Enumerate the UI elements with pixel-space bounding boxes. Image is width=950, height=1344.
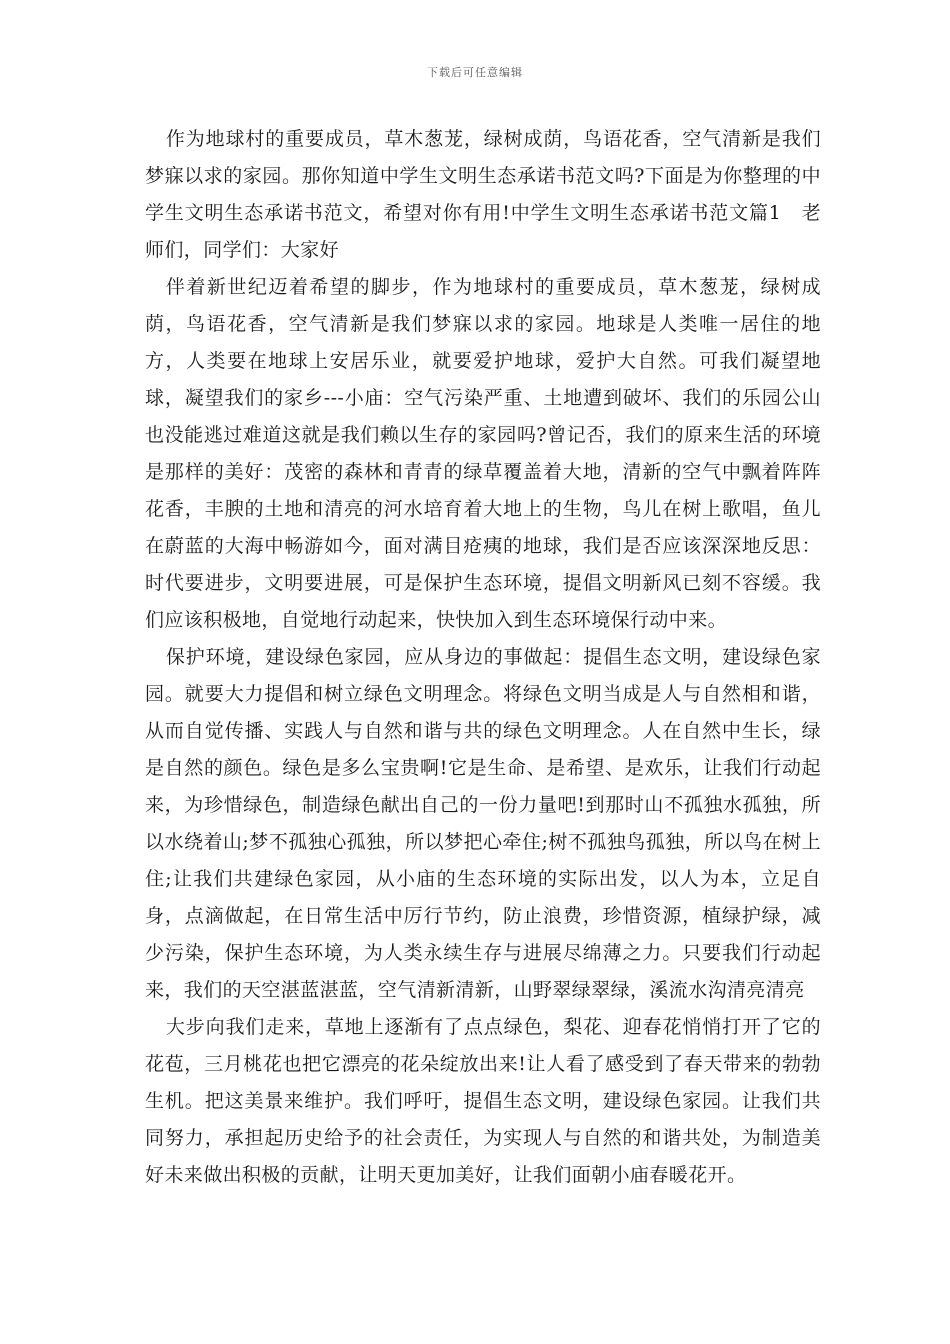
paragraph-protect: 保护环境，建设绿色家园，应从身边的事做起：提倡生态文明，建设绿色家园。就要大力提倡和树立绿色文明理念。将绿色文明当成是人与自然相和谐，从而自觉传播、实践人与自然和谐与共的绿色文明理念。人在自然中生长，绿是自然的颜色。绿色是多么宝贵啊!它是生命、是希望、是欢乐，让我们行动起来，为珍惜绿色，制造绿色献出自己的一份力量吧!到那时山不孤独水孤独，所以水绕着山;梦不孤独心孤独，所以梦把心牵住;树不孤独鸟孤独，所以鸟在树上住;让我们共建绿色家园，从小庙的生态环境的实际出发，以人为本，立足自身，点滴做起，在日常生活中厉行节约，防止浪费，珍惜资源，植绿护绿，减少污染，保护生态环境，为人类永续生存与进展尽绵薄之力。只要我们行动起来，我们的天空湛蓝湛蓝，空气清新清新，山野翠绿翠绿，溪流水沟清亮清亮 bbox=[145, 646, 821, 1001]
paragraph-spring: 大步向我们走来，草地上逐渐有了点点绿色，梨花、迎春花悄悄打开了它的花苞，三月桃花也把它漂亮的花朵绽放出来!让人看了感受到了春天带来的勃勃生机。把这美景来维护。我们呼吁，提倡生态文明，建设绿色家园。让我们共同努力，承担起历史给予的社会责任，为实现人与自然的和谐共处，为制造美好未来做出积极的贡献，让明天更加美好，让我们面朝小庙春暖花开。 bbox=[145, 1016, 821, 1186]
document-body bbox=[145, 121, 821, 1194]
paragraph-intro: 作为地球村的重要成员，草木葱茏，绿树成荫，鸟语花香，空气清新是我们梦寐以求的家园。那你知道中学生文明生态承诺书范文吗?下面是为你整理的中学生文明生态承诺书范文，希望对你有用!中学生文明生态承诺书范文篇1 老师们，同学们：大家好 bbox=[145, 128, 821, 261]
paragraph-earth: 伴着新世纪迈着希望的脚步，作为地球村的重要成员，草木葱茏，绿树成荫，鸟语花香，空气清新是我们梦寐以求的家园。地球是人类唯一居住的地方，人类要在地球上安居乐业，就要爱护地球，爱护大自然。可我们凝望地球，凝望我们的家乡---小庙：空气污染严重、土地遭到破坏、我们的乐园公山也没能逃过难道这就是我们赖以生存的家园吗?曾记否，我们的原来生活的环境是那样的美好：茂密的森林和青青的绿草覆盖着大地，清新的空气中飘着阵阵花香，丰腴的土地和清亮的河水培育着大地上的生物，鸟儿在树上歌唱，鱼儿在蔚蓝的大海中畅游如今，面对满目疮痍的地球，我们是否应该深深地反思：时代要进步，文明要进展，可是保护生态环境，提倡文明新风已刻不容缓。我们应该积极地，自觉地行动起来，快快加入到生态环境保行动中来。 bbox=[145, 276, 821, 631]
page-header: 下载后可任意编辑 bbox=[427, 66, 523, 79]
